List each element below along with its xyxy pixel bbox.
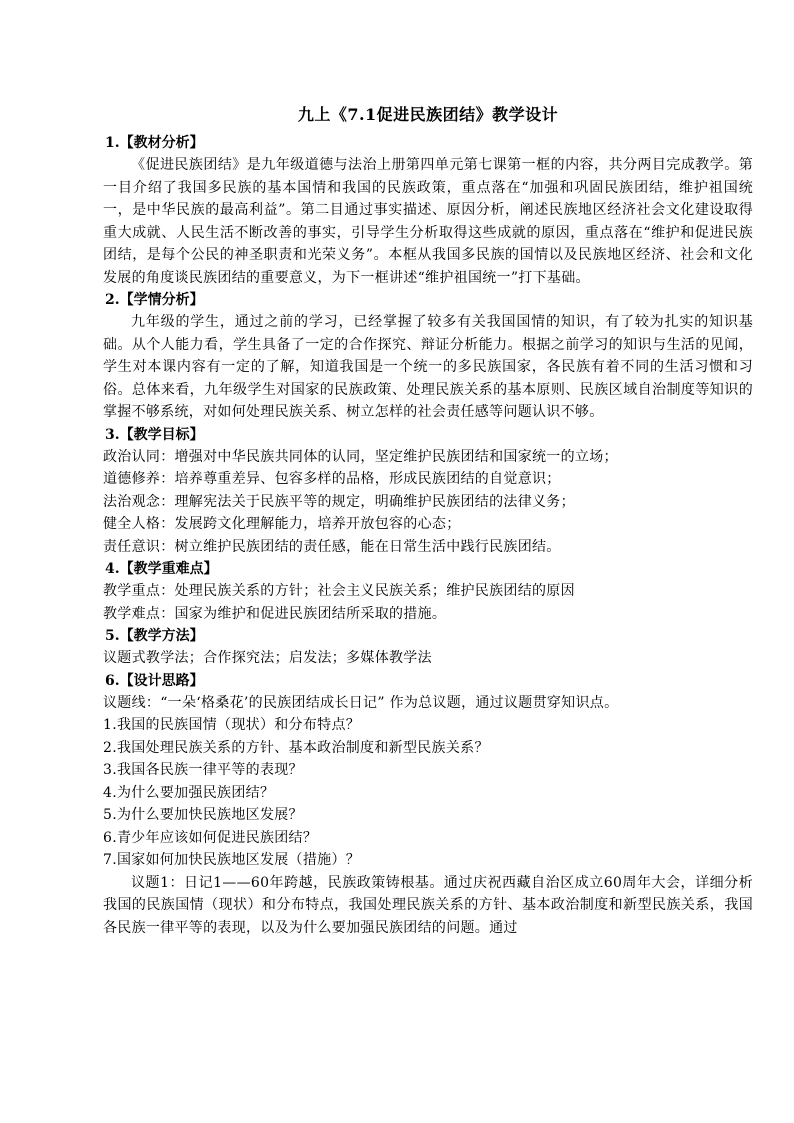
issue-one-paragraph: 议题1：日记1——60年跨越，民族政策铸根基。通过庆祝西藏自治区成立60周年大会，详细分析我国的民族国情（现状）和分布特点，我国处理民族关系的方针、基本政治制度和新型民族关系，我国各民族一律平等的表现，以及为什么要加强民族团结的问题。通过 [103,874,753,936]
goal-responsibility: 责任意识：树立维护民族团结的责任感，能在日常生活中践行民族团结。 [103,538,561,555]
teaching-methods-line: 议题式教学法；合作探究法；启发法；多媒体教学法 [103,650,432,666]
goal-rule-of-law: 法治观念：理解宪法关于民族平等的规定，明确维护民族团结的法律义务； [103,493,575,510]
issue-thread-line: 议题线：“一朵‘格桑花’的民族团结成长日记” 作为总议题，通过议题贯穿知识点。 [103,694,619,711]
section-heading-teaching-methods: 5.【教学方法】 [105,628,204,644]
question-item: 3.我国各民族一律平等的表现？ [103,762,303,778]
document-page [103,104,753,939]
difficult-point-line: 教学难点：国家为维护和促进民族团结所采取的措施。 [103,605,447,622]
question-item: 4.为什么要加强民族团结？ [103,784,275,801]
question-item: 6.青少年应该如何促进民族团结？ [103,829,318,846]
section-heading-student-analysis: 2.【学情分析】 [105,292,204,308]
textbook-analysis-paragraph: 《促进民族团结》是九年级道德与法治上册第四单元第七课第一框的内容，共分两目完成教学。第一目介绍了我国多民族的基本国情和我国的民族政策，重点落在“加强和巩固民族团结，维护祖国统一，是中华民族的最高利益”。第二目通过事实描述、原因分析，阐述民族地区经济社会文化建设取得重大成就、人民生活不断改善的事实，引导学生分析取得这些成就的原因，重点落在“维护和促进民族团结，是每个公民的神圣职责和光荣义务”。本框从我国多民族的国情以及民族地区经济、社会和文化发展的角度谈民族团结的重要意义，为下一框讲述“维护祖国统一”打下基础。 [103,157,753,286]
question-item: 7.国家如何加快民族地区发展（措施）？ [103,852,361,868]
key-point-line: 教学重点：处理民族关系的方针；社会主义民族关系；维护民族团结的原因 [103,583,575,599]
section-heading-key-difficult-points: 4.【教学重难点】 [105,561,218,577]
section-heading-design-idea: 6.【设计思路】 [105,672,204,689]
question-item: 5.为什么要加快民族地区发展？ [103,807,303,823]
goal-political-identity: 政治认同：增强对中华民族共同体的认同，坚定维护民族团结和国家统一的立场； [103,448,618,465]
document-title: 九上《7.1促进民族团结》教学设计 [297,105,559,124]
section-heading-textbook-analysis: 1.【教材分析】 [105,135,204,151]
section-heading-teaching-goals: 3.【教学目标】 [105,426,204,443]
question-item: 1.我国的民族国情（现状）和分布特点？ [103,717,361,733]
question-item: 2.我国处理民族关系的方针、基本政治制度和新型民族关系？ [103,739,489,756]
goal-moral-cultivation: 道德修养：培养尊重差异、包容多样的品格，形成民族团结的自觉意识； [103,471,561,487]
goal-sound-personality: 健全人格：发展跨文化理解能力，培养开放包容的心态； [103,516,461,532]
student-analysis-paragraph: 九年级的学生，通过之前的学习，已经掌握了较多有关我国国情的知识，有了较为扎实的知识基础。从个人能力看，学生具备了一定的合作探究、辩证分析能力。根据之前学习的知识与生活的见闻，学生对本课内容有一定的了解，知道我国是一个统一的多民族国家，各民族有着不同的生活习惯和习俗。总体来看，九年级学生对国家的民族政策、处理民族关系的基本原则、民族区域自治制度等知识的掌握不够系统，对如何处理民族关系、树立怎样的社会责任感等问题认识不够。 [103,314,753,420]
